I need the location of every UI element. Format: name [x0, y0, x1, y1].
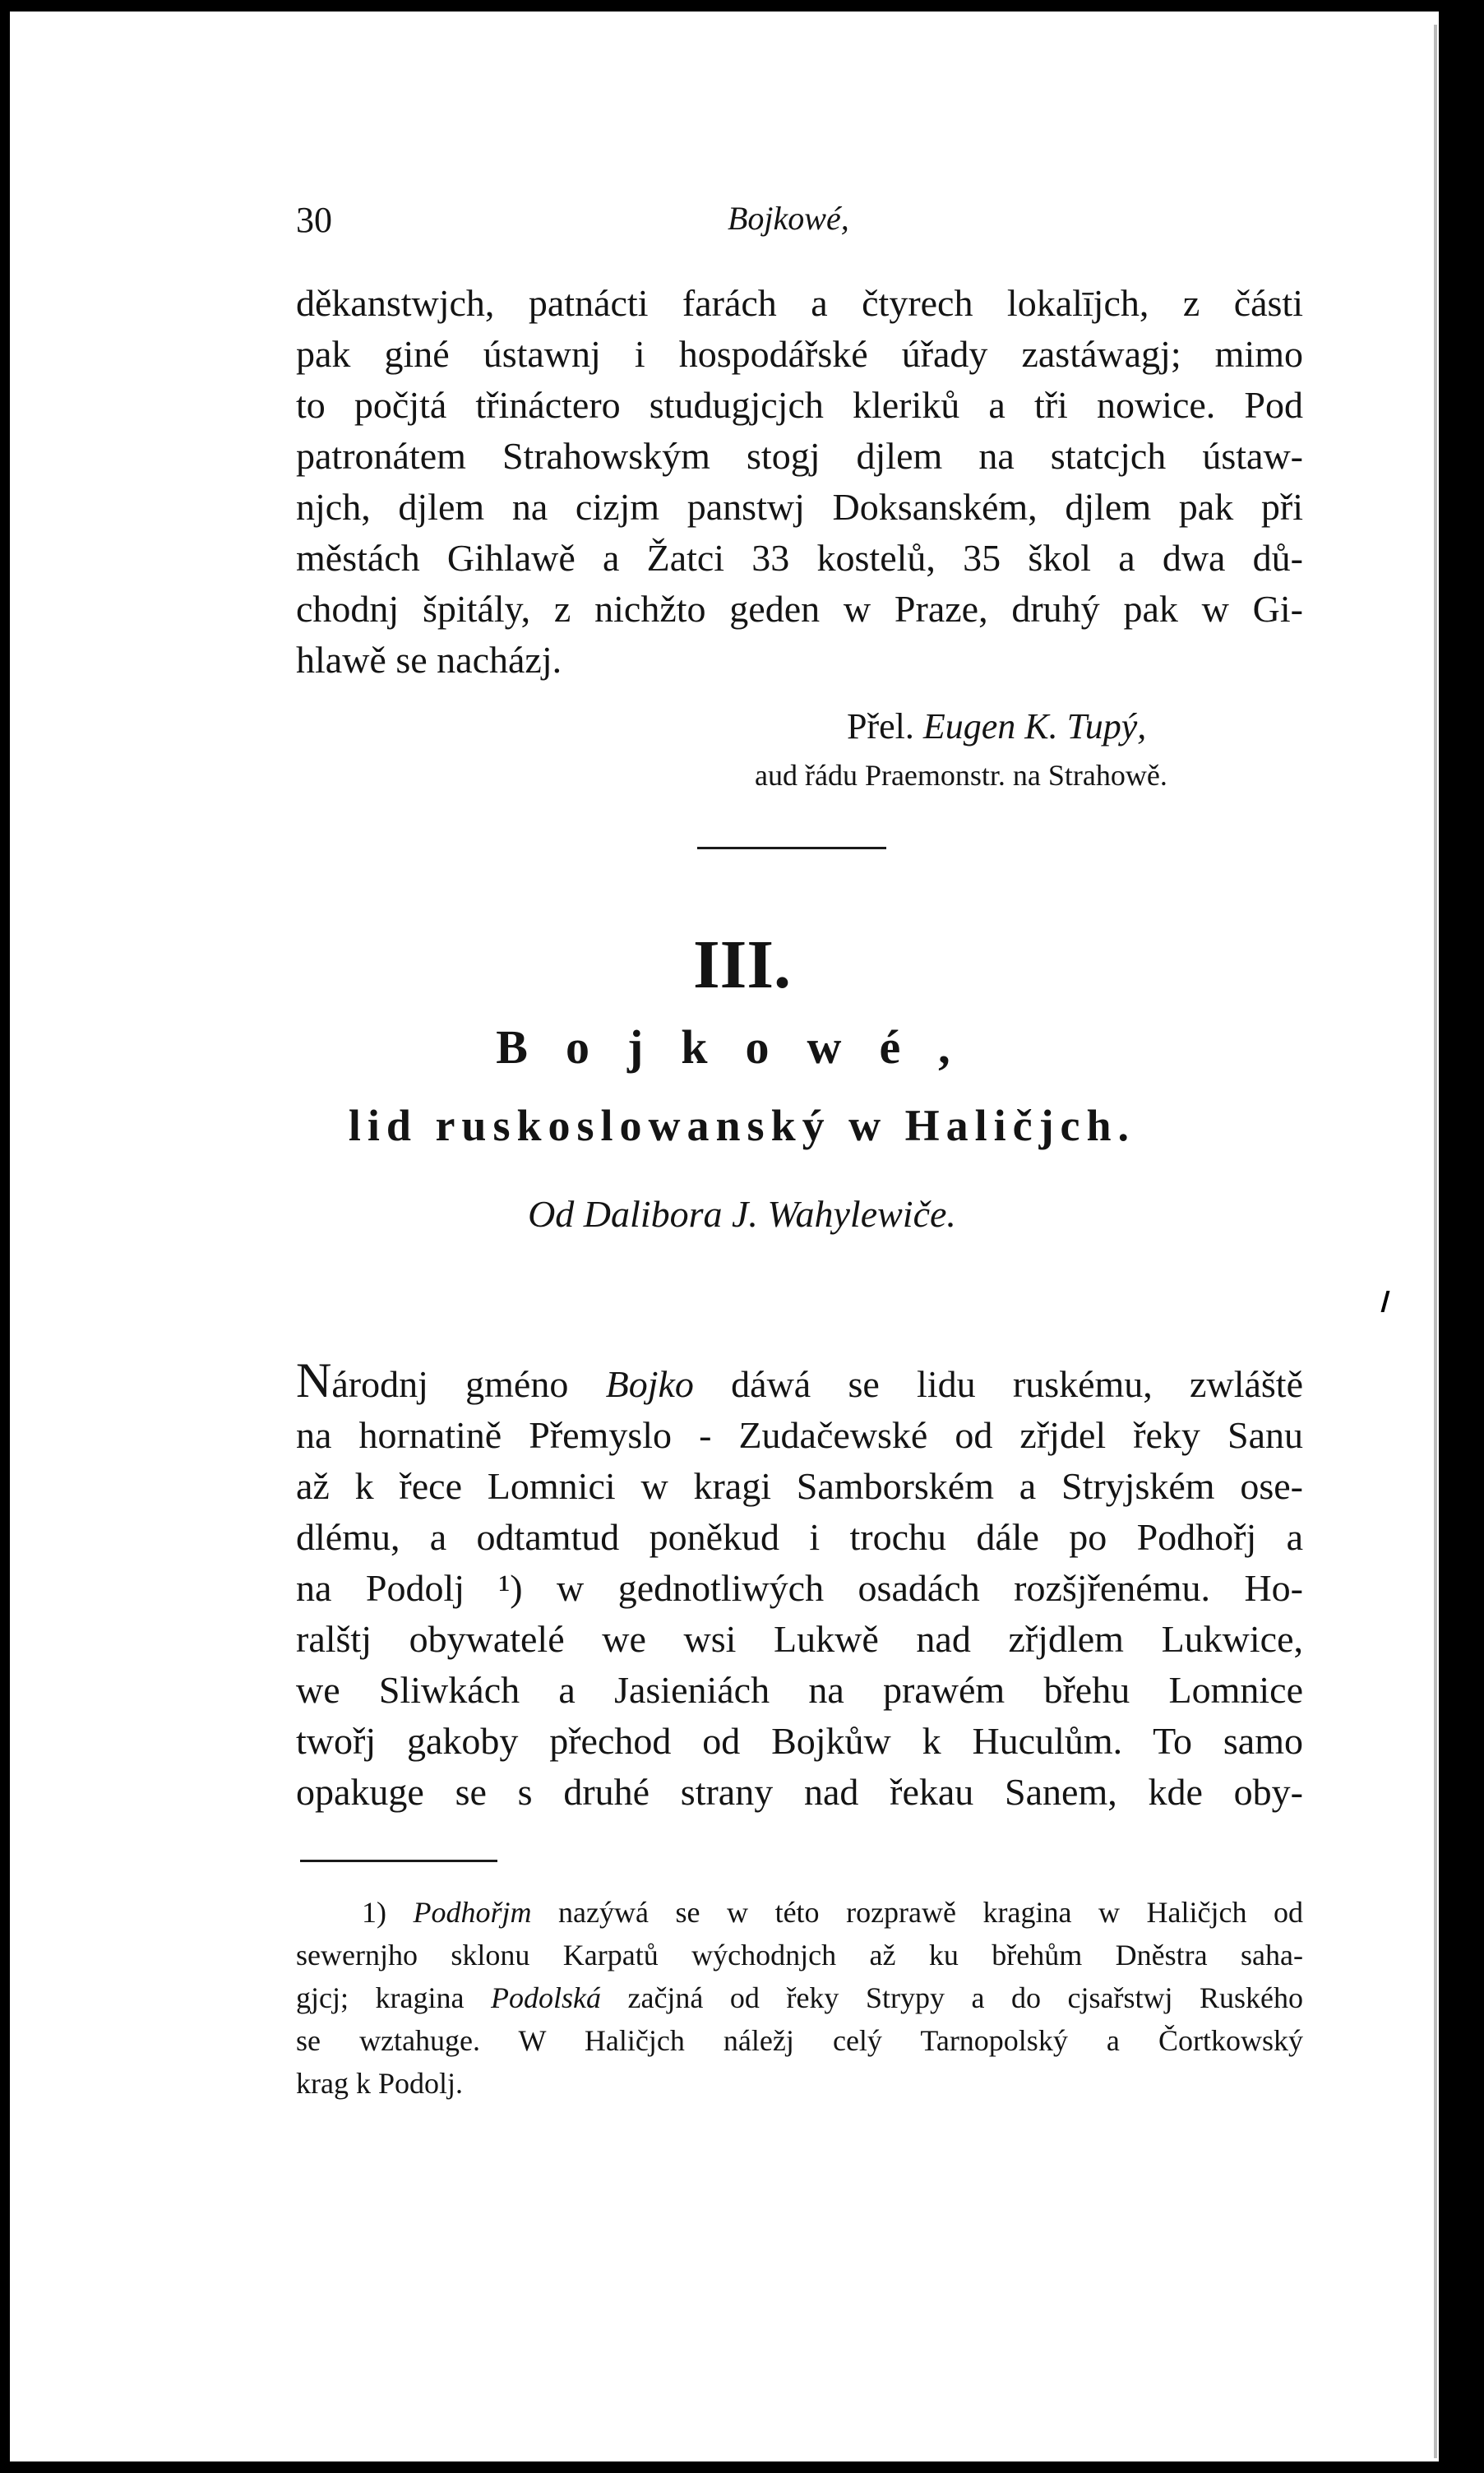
translator-affiliation: aud řádu Praemonstr. na Strahowě. [755, 759, 1167, 792]
scan-border-bottom [0, 2461, 1484, 2473]
chapter-author: Od Dalibora J. Wahylewiče. [528, 1193, 956, 1235]
text-line: ralštj obywatelé we wsi Lukwě nad zřjdlem Lukwice, [296, 1618, 1303, 1660]
section-divider [697, 847, 886, 849]
scan-speck [1444, 830, 1447, 863]
drop-capital: N [296, 1353, 332, 1408]
continuation-paragraph [296, 278, 1303, 686]
chapter-title: Bojkowé, [496, 1020, 988, 1074]
text-line [296, 1355, 1303, 1410]
footnote-line: krag k Podolj. [296, 2067, 463, 2100]
text-line: chodnj špitály, z nichžto geden w Praze, druhý pak w Gi- [296, 588, 1303, 630]
translator-signature [847, 705, 1146, 747]
chapter-number: III. [692, 927, 792, 1003]
text-fragment: nazýwá se w této rozprawě kragina w Haličjch od [531, 1896, 1303, 1929]
scan-border-top [0, 0, 1484, 12]
footnote-line: se wztahuge. W Haličjch náležj celý Tarnopolský a Čortkowský [296, 2024, 1303, 2057]
translator-name: Eugen K. Tupý, [922, 706, 1147, 747]
footnote [296, 1891, 1303, 2105]
running-title: Bojkowé, [728, 200, 849, 237]
text-line: to počjtá třináctero studugjcjch kleriků a tři nowice. Pod [296, 384, 1303, 426]
text-line: na hornatině Přemyslo - Zudačewské od zřjdel řeky Sanu [296, 1414, 1303, 1456]
text-line: njch, djlem na cizjm panstwj Doksanském, djlem pak při [296, 486, 1303, 528]
text-fragment: gjcj; kragina [296, 1981, 491, 2014]
text-line: děkanstwjch, patnácti farách a čtyrech lokalījch, z části [296, 282, 1303, 324]
footnote-line [296, 1976, 1303, 2019]
text-fragment: árodnj gméno [331, 1363, 606, 1405]
text-line: we Sliwkách a Jasieniách na prawém břehu Lomnice [296, 1669, 1303, 1711]
footnote-line [296, 1891, 1303, 1934]
footnote-divider [300, 1860, 497, 1862]
footnote-marker: 1) [362, 1896, 386, 1929]
scan-speck [1381, 1291, 1390, 1312]
scan-shadow-line [1434, 25, 1437, 2458]
text-line: dlému, a odtamtud poněkud i trochu dále po Podhořj a [296, 1516, 1303, 1558]
text-line: patronátem Strahowským stogj djlem na statcjch ústaw- [296, 435, 1303, 477]
italic-term: Podhořjm [413, 1896, 532, 1929]
scan-border-left [0, 0, 10, 2473]
text-line: městách Gihlawě a Žatci 33 kostelů, 35 škol a dwa dů- [296, 537, 1303, 579]
chapter-subtitle: lid ruskoslowanský w Haličjch. [348, 1101, 1136, 1150]
text-line: pak giné ústawnj i hospodářské úřady zastáwagj; mimo [296, 333, 1303, 375]
text-fragment: začjná od řeky Strypy a do cjsařstwj Ruského [600, 1981, 1303, 2014]
text-fragment: dáwá se lidu ruskému, zwláště [693, 1363, 1303, 1405]
text-line: hlawě se nacházj. [296, 639, 562, 681]
signature-prefix: Přel. [847, 706, 914, 747]
italic-term: Podolská [490, 1981, 601, 2014]
text-line: až k řece Lomnici w kragi Samborském a Stryjském ose- [296, 1465, 1303, 1507]
scan-speck [1444, 1233, 1447, 1266]
text-line: twořj gakoby přechod od Bojkůw k Huculům. To samo [296, 1720, 1303, 1762]
italic-term: Bojko [605, 1363, 694, 1405]
footnote-line: sewernjho sklonu Karpatů wýchodnjch až ku břehům Dněstra saha- [296, 1939, 1303, 1971]
text-line: na Podolj ¹) w gednotliwých osadách rozšjřenému. Ho- [296, 1567, 1303, 1609]
body-paragraph [296, 1355, 1303, 1818]
page-number: 30 [296, 200, 332, 240]
text-line: opakuge se s druhé strany nad řekau Sanem, kde oby- [296, 1771, 1303, 1813]
